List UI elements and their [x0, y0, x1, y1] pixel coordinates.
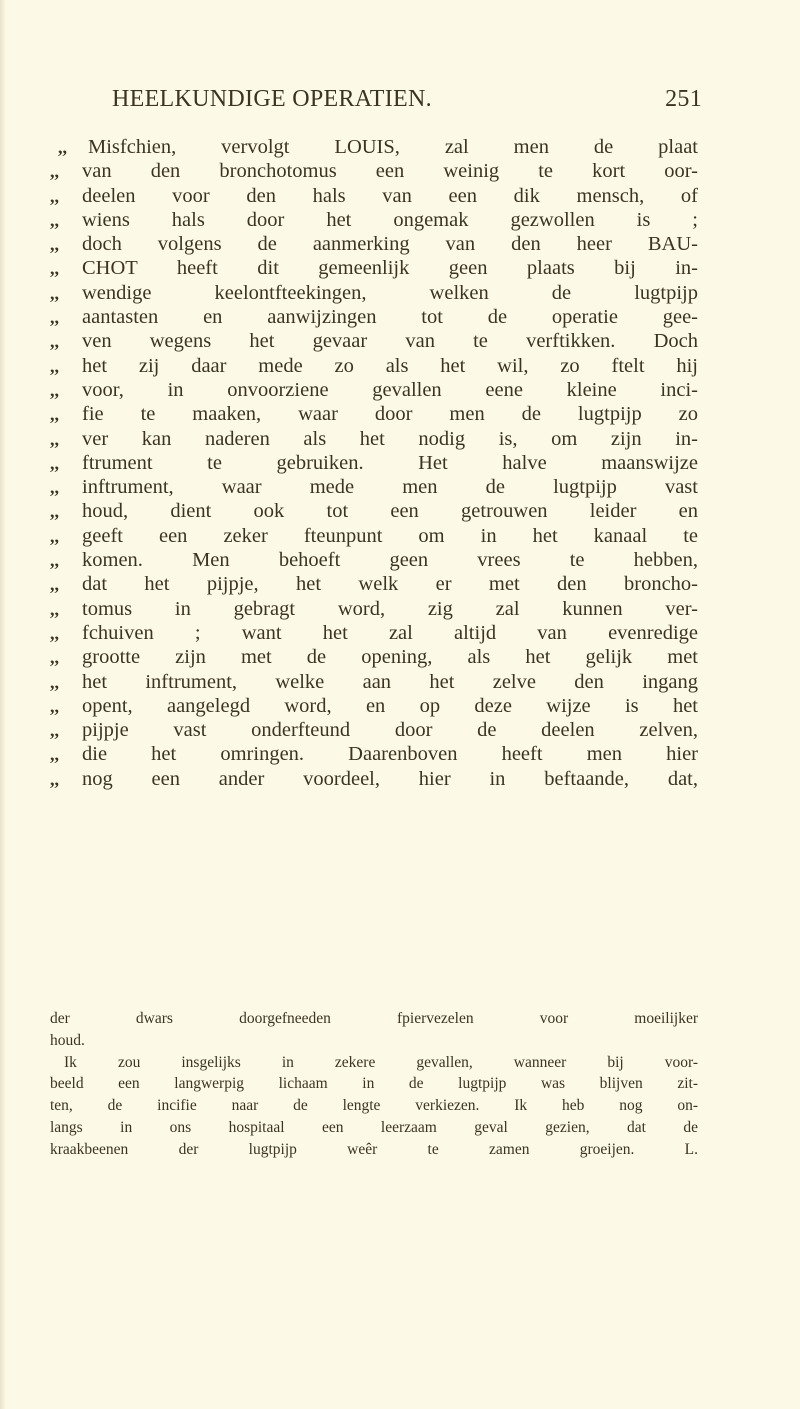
quote-mark: ,, [50, 574, 59, 595]
line-text: doch volgens de aanmerking van den heer BAU- [82, 233, 698, 256]
text-line [50, 718, 698, 742]
quote-mark: ,, [50, 622, 59, 643]
footnote-line: Ik zou insgelijks in zekere gevallen, wanneer bij voor- [64, 1053, 698, 1071]
quote-mark: ,, [50, 768, 59, 789]
text-line [50, 597, 698, 621]
text-line [50, 354, 698, 378]
text-line [50, 621, 698, 645]
quote-mark: ,, [50, 428, 59, 449]
quote-mark: ,, [50, 282, 59, 303]
line-text: komen. Men behoeft geen vrees te hebben, [82, 549, 698, 572]
line-text: wendige keelontfteekingen, welken de lugtpijp [82, 281, 698, 304]
text-line [50, 645, 698, 669]
quote-mark: ,, [50, 598, 59, 619]
footnote [50, 1008, 698, 1161]
line-text: dat het pijpje, het welk er met den broncho- [82, 573, 698, 596]
quote-mark: ,, [50, 501, 59, 522]
quote-mark: ,, [50, 671, 59, 692]
text-line [50, 135, 698, 159]
line-text: nog een ander voordeel, hier in beftaande, dat, [82, 767, 698, 790]
text-line [50, 499, 698, 523]
line-text: inftrument, waar mede men de lugtpijp vast [82, 476, 698, 499]
quote-mark: ,, [50, 185, 59, 206]
quote-mark: ,, [50, 550, 59, 571]
line-text: ftrument te gebruiken. Het halve maanswijze [82, 451, 698, 474]
footnote-line: der dwars doorgefneeden fpiervezelen voor moeilijker [50, 1010, 698, 1027]
text-line [50, 427, 698, 451]
footnote-line: houd. [50, 1031, 85, 1049]
quote-mark: ,, [50, 161, 59, 182]
text-line [50, 232, 698, 256]
text-line [50, 305, 698, 329]
line-text: aantasten en aanwijzingen tot de operatie gee- [82, 306, 698, 329]
quote-mark: ,, [50, 258, 59, 279]
text-line [50, 767, 698, 791]
footnote-line: langs in ons hospitaal een leerzaam geval gezien, dat de [50, 1118, 698, 1136]
text-line [50, 548, 698, 572]
line-text: die het omringen. Daarenboven heeft men hier [82, 743, 698, 766]
line-text: CHOT heeft dit gemeenlijk geen plaats bij in- [82, 257, 698, 280]
line-text: het inftrument, welke aan het zelve den ingang [82, 670, 698, 693]
quote-mark: ,, [50, 379, 59, 400]
line-text: van den bronchotomus een weinig te kort oor- [82, 160, 698, 183]
line-text: ver kan naderen als het nodig is, om zijn in- [82, 427, 698, 450]
line-text: geeft een zeker fteunpunt om in het kanaal te [82, 524, 698, 547]
line-text: fchuiven ; want het zal altijd van evenredige [82, 621, 698, 644]
text-line [50, 329, 698, 353]
footnote-line: kraakbeenen der lugtpijp weêr te zamen groeijen. L. [50, 1140, 698, 1158]
text-line [50, 524, 698, 548]
text-line [50, 475, 698, 499]
text-line [50, 402, 698, 426]
quote-mark: ,, [50, 720, 59, 741]
line-text: grootte zijn met de opening, als het gelijk met [82, 646, 698, 669]
running-title: HEELKUNDIGE OPERATIEN. [112, 86, 432, 112]
text-line [50, 694, 698, 718]
quote-mark: ,, [50, 234, 59, 255]
line-text: tomus in gebragt word, zig zal kunnen ver- [82, 597, 698, 620]
text-line [50, 670, 698, 694]
line-text: voor, in onvoorziene gevallen eene kleine inci- [82, 378, 698, 401]
text-line [50, 256, 698, 280]
text-line [50, 451, 698, 475]
quote-mark: ,, [50, 331, 59, 352]
quote-mark: ,, [50, 404, 59, 425]
quote-mark: ,, [50, 744, 59, 765]
text-line [50, 572, 698, 596]
main-text [50, 135, 698, 791]
quote-mark: ,, [50, 452, 59, 473]
quote-mark: ,, [50, 307, 59, 328]
quote-mark: ,, [50, 695, 59, 716]
line-text: opent, aangelegd word, en op deze wijze is het [82, 694, 698, 717]
footnote-line: ten, de incifie naar de lengte verkiezen. Ik heb nog on- [50, 1097, 698, 1115]
line-text: ven wegens het gevaar van te verftikken. Doch [82, 330, 698, 353]
quote-mark: ,, [50, 355, 59, 376]
text-line [50, 159, 698, 183]
line-text: Misfchien, vervolgt LOUIS, zal men de plaat [88, 136, 698, 158]
line-text: deelen voor den hals van een dik mensch, of [82, 184, 698, 207]
text-line [50, 184, 698, 208]
line-text: fie te maaken, waar door men de lugtpijp zo [82, 403, 698, 426]
line-text: wiens hals door het ongemak gezwollen is ; [82, 208, 698, 231]
quote-mark: ,, [50, 647, 59, 668]
text-line [50, 742, 698, 766]
line-text: houd, dient ook tot een getrouwen leider en [82, 500, 698, 523]
line-text: het zij daar mede zo als het wil, zo ftelt hij [82, 354, 698, 377]
text-line [50, 281, 698, 305]
page-number: 251 [665, 86, 702, 112]
quote-mark: ,, [50, 477, 59, 498]
text-line [50, 378, 698, 402]
quote-mark: ,, [50, 209, 59, 230]
line-text: pijpje vast onderfteund door de deelen zelven, [82, 719, 698, 742]
page-edge [0, 0, 6, 1409]
text-line [50, 208, 698, 232]
quote-mark: ,, [58, 137, 67, 157]
footnote-line: beeld een langwerpig lichaam in de lugtpijp was blijven zit- [50, 1075, 698, 1093]
quote-mark: ,, [50, 525, 59, 546]
